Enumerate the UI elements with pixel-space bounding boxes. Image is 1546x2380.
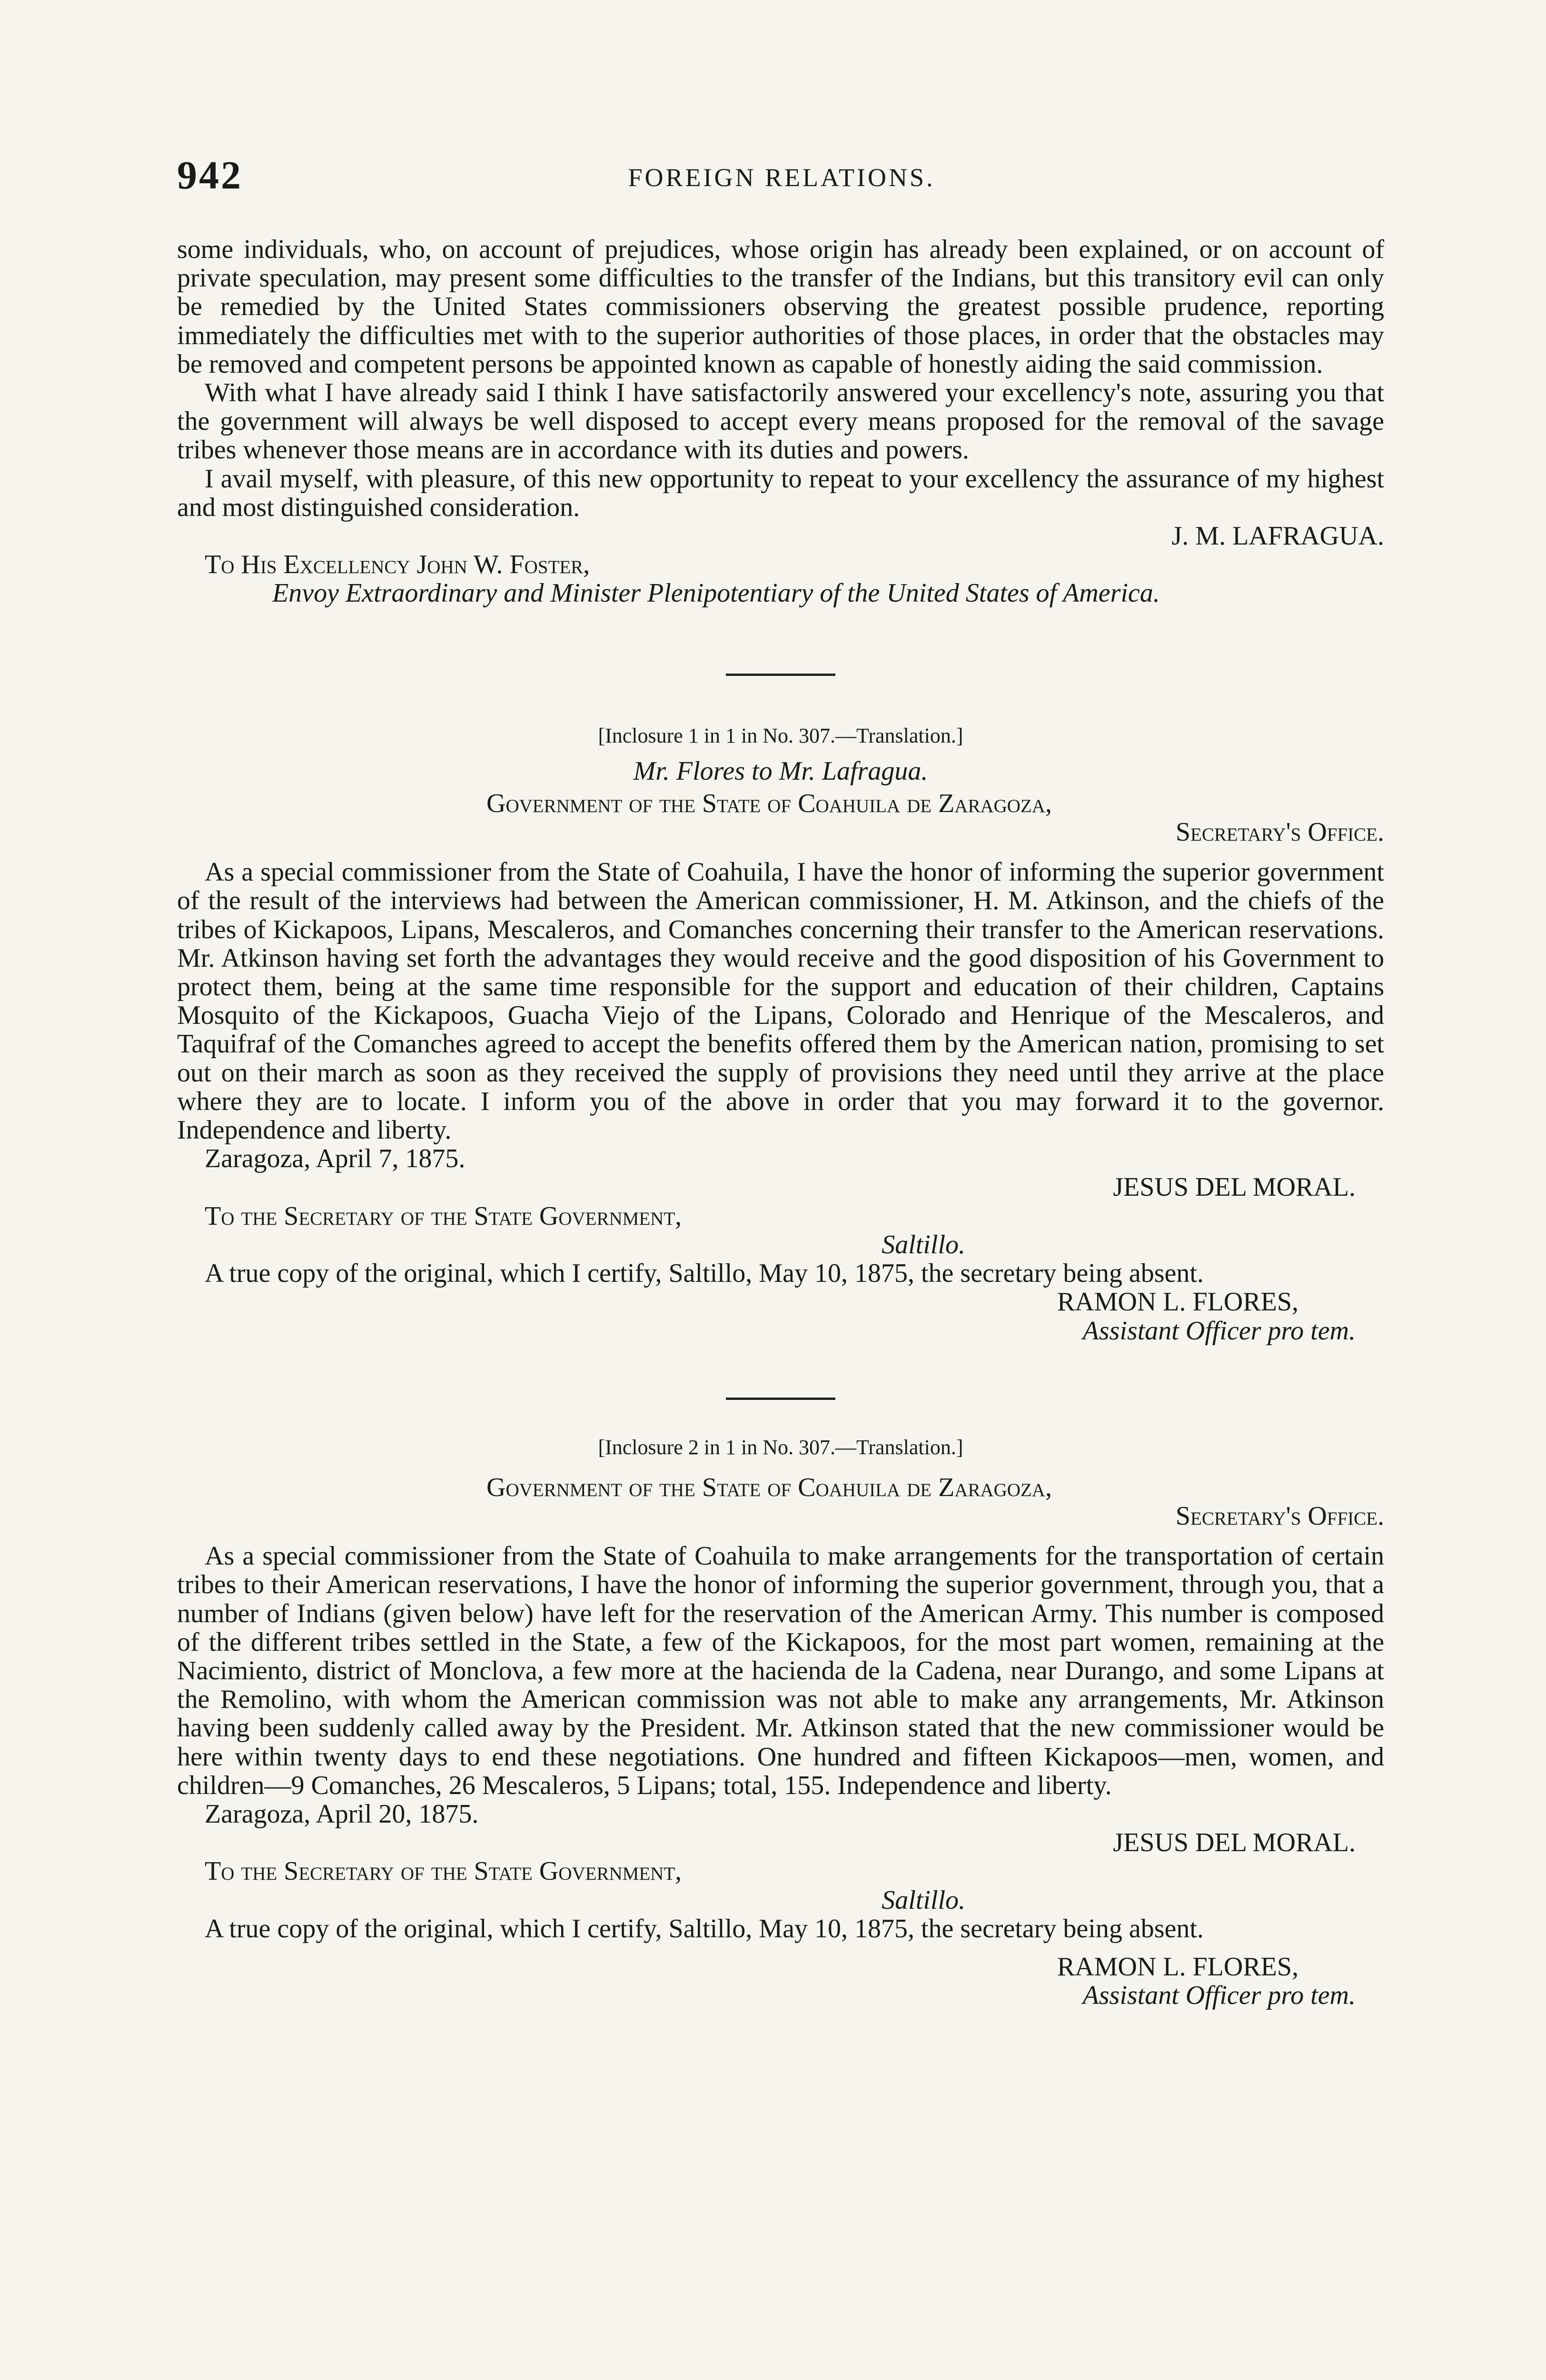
inclosure2-office-line: Secretary's Office. xyxy=(1175,1501,1384,1531)
page-header xyxy=(177,152,1386,205)
letter1-paragraph-1: some individuals, who, on account of prejudices, whose origin has already been explained, or on account of private speculation, may present some difficulties to the transfer of the Indians, but this transitory evil can only be remedied by the United States commissioners observing the greatest possible prudence, reporting immediately the difficulties met with to the superior authorities of those places, in order that the obstacles may be removed and competent persons be appointed known as capable of honestly aiding the said commission. xyxy=(177,235,1384,379)
inclosure1-date: Zaragoza, April 7, 1875. xyxy=(205,1144,466,1174)
inclosure1-to-line: To the Secretary of the State Government, xyxy=(205,1201,682,1231)
letter1-paragraph-3: I avail myself, with pleasure, of this new opportunity to repeat to your excellency the assurance of my highest and most distinguished consideration. xyxy=(177,464,1384,522)
inclosure2-to-line: To the Secretary of the State Government, xyxy=(205,1856,682,1886)
inclosure1-title: Mr. Flores to Mr. Lafragua. xyxy=(633,756,928,786)
letter1-paragraph-2: With what I have already said I think I have satisfactorily answered your excellency's note, assuring you that the government will always be well disposed to accept every means proposed for the removal of the savage tribes whenever those means are in accordance with its duties and powers. xyxy=(177,378,1384,465)
section-divider xyxy=(726,674,835,676)
page-body xyxy=(177,235,1384,2010)
inclosure2-certifier-title: Assistant Officer pro tem. xyxy=(1082,1981,1356,2011)
inclosure1-body: As a special commissioner from the State of Coahuila, I have the honor of informing the superior government of the result of the interviews had between the American commissioner, H. M. Atkinson, and the chiefs of the tribes of Kickapoos, Lipans, Mescaleros, and Comanches concerning their transfer to the American reservations. Mr. Atkinson having set forth the advantages they would receive and the good disposition of his Government to protect them, being at the same time responsible for the support and education of their children, Captains Mosquito of the Kickapoos, Guacha Viejo of the Lipans, Colorado and Henrique of the Mescaleros, and Taquifraf of the Comanches agreed to accept the benefits offered them by the American nation, promising to set out on their march as soon as they received the supply of provisions they need until they arrive at the place where they are to locate. I inform you of the above in order that you may forward it to the governor. Independence and liberty. xyxy=(177,857,1384,1145)
running-head: FOREIGN RELATIONS. xyxy=(628,163,935,192)
inclosure1-heading: [Inclosure 1 in 1 in No. 307.—Translation.] xyxy=(598,724,963,747)
inclosure1-government-line: Government of the State of Coahuila de Zaragoza, xyxy=(486,788,1052,818)
inclosure2-heading: [Inclosure 2 in 1 in No. 307.—Translation.] xyxy=(598,1435,963,1459)
page-number: 942 xyxy=(177,153,243,198)
inclosure2-body: As a special commissioner from the State of Coahuila to make arrangements for the transportation of certain tribes to their American reservations, I have the honor of informing the superior government, through you, that a number of Indians (given below) have left for the reservation of the American Army. This number is composed of the different tribes settled in the State, a few of the Kickapoos, for the most part women, remaining at the Nacimiento, district of Monclova, a few more at the hacienda de la Cadena, near Durango, and some Lipans at the Remolino, with whom the American commission was not able to make any arrangements, Mr. Atkinson having been suddenly called away by the President. Mr. Atkinson stated that the new commissioner would be here within twenty days to end these negotiations. One hundred and fifteen Kickapoos—men, women, and children—9 Comanches, 26 Mescaleros, 5 Lipans; total, 155. Independence and liberty. xyxy=(177,1541,1384,1800)
inclosure2-place: Saltillo. xyxy=(882,1885,965,1915)
inclosure1-certifier: RAMON L. FLORES, xyxy=(1057,1287,1298,1317)
inclosure2-certifier: RAMON L. FLORES, xyxy=(1057,1952,1298,1982)
inclosure1-signer: JESUS DEL MORAL. xyxy=(1113,1172,1356,1202)
inclosure1-office-line: Secretary's Office. xyxy=(1175,817,1384,847)
inclosure2-government-line: Government of the State of Coahuila de Zaragoza, xyxy=(486,1472,1052,1502)
letter1-addressee: To His Excellency John W. Foster, xyxy=(205,550,590,580)
inclosure2-certify: A true copy of the original, which I certify, Saltillo, May 10, 1875, the secretary being absent. xyxy=(205,1914,1204,1944)
section-divider xyxy=(726,1398,835,1400)
letter1-signer: J. M. LAFRAGUA. xyxy=(1171,521,1384,551)
inclosure1-certifier-title: Assistant Officer pro tem. xyxy=(1082,1316,1356,1346)
inclosure2-signer: JESUS DEL MORAL. xyxy=(1113,1828,1356,1858)
inclosure2-date: Zaragoza, April 20, 1875. xyxy=(205,1799,479,1829)
letter1-addressee-title: Envoy Extraordinary and Minister Plenipotentiary of the United States of America. xyxy=(272,578,1160,608)
inclosure1-certify: A true copy of the original, which I certify, Saltillo, May 10, 1875, the secretary being absent. xyxy=(205,1259,1204,1289)
inclosure1-place: Saltillo. xyxy=(882,1230,965,1259)
